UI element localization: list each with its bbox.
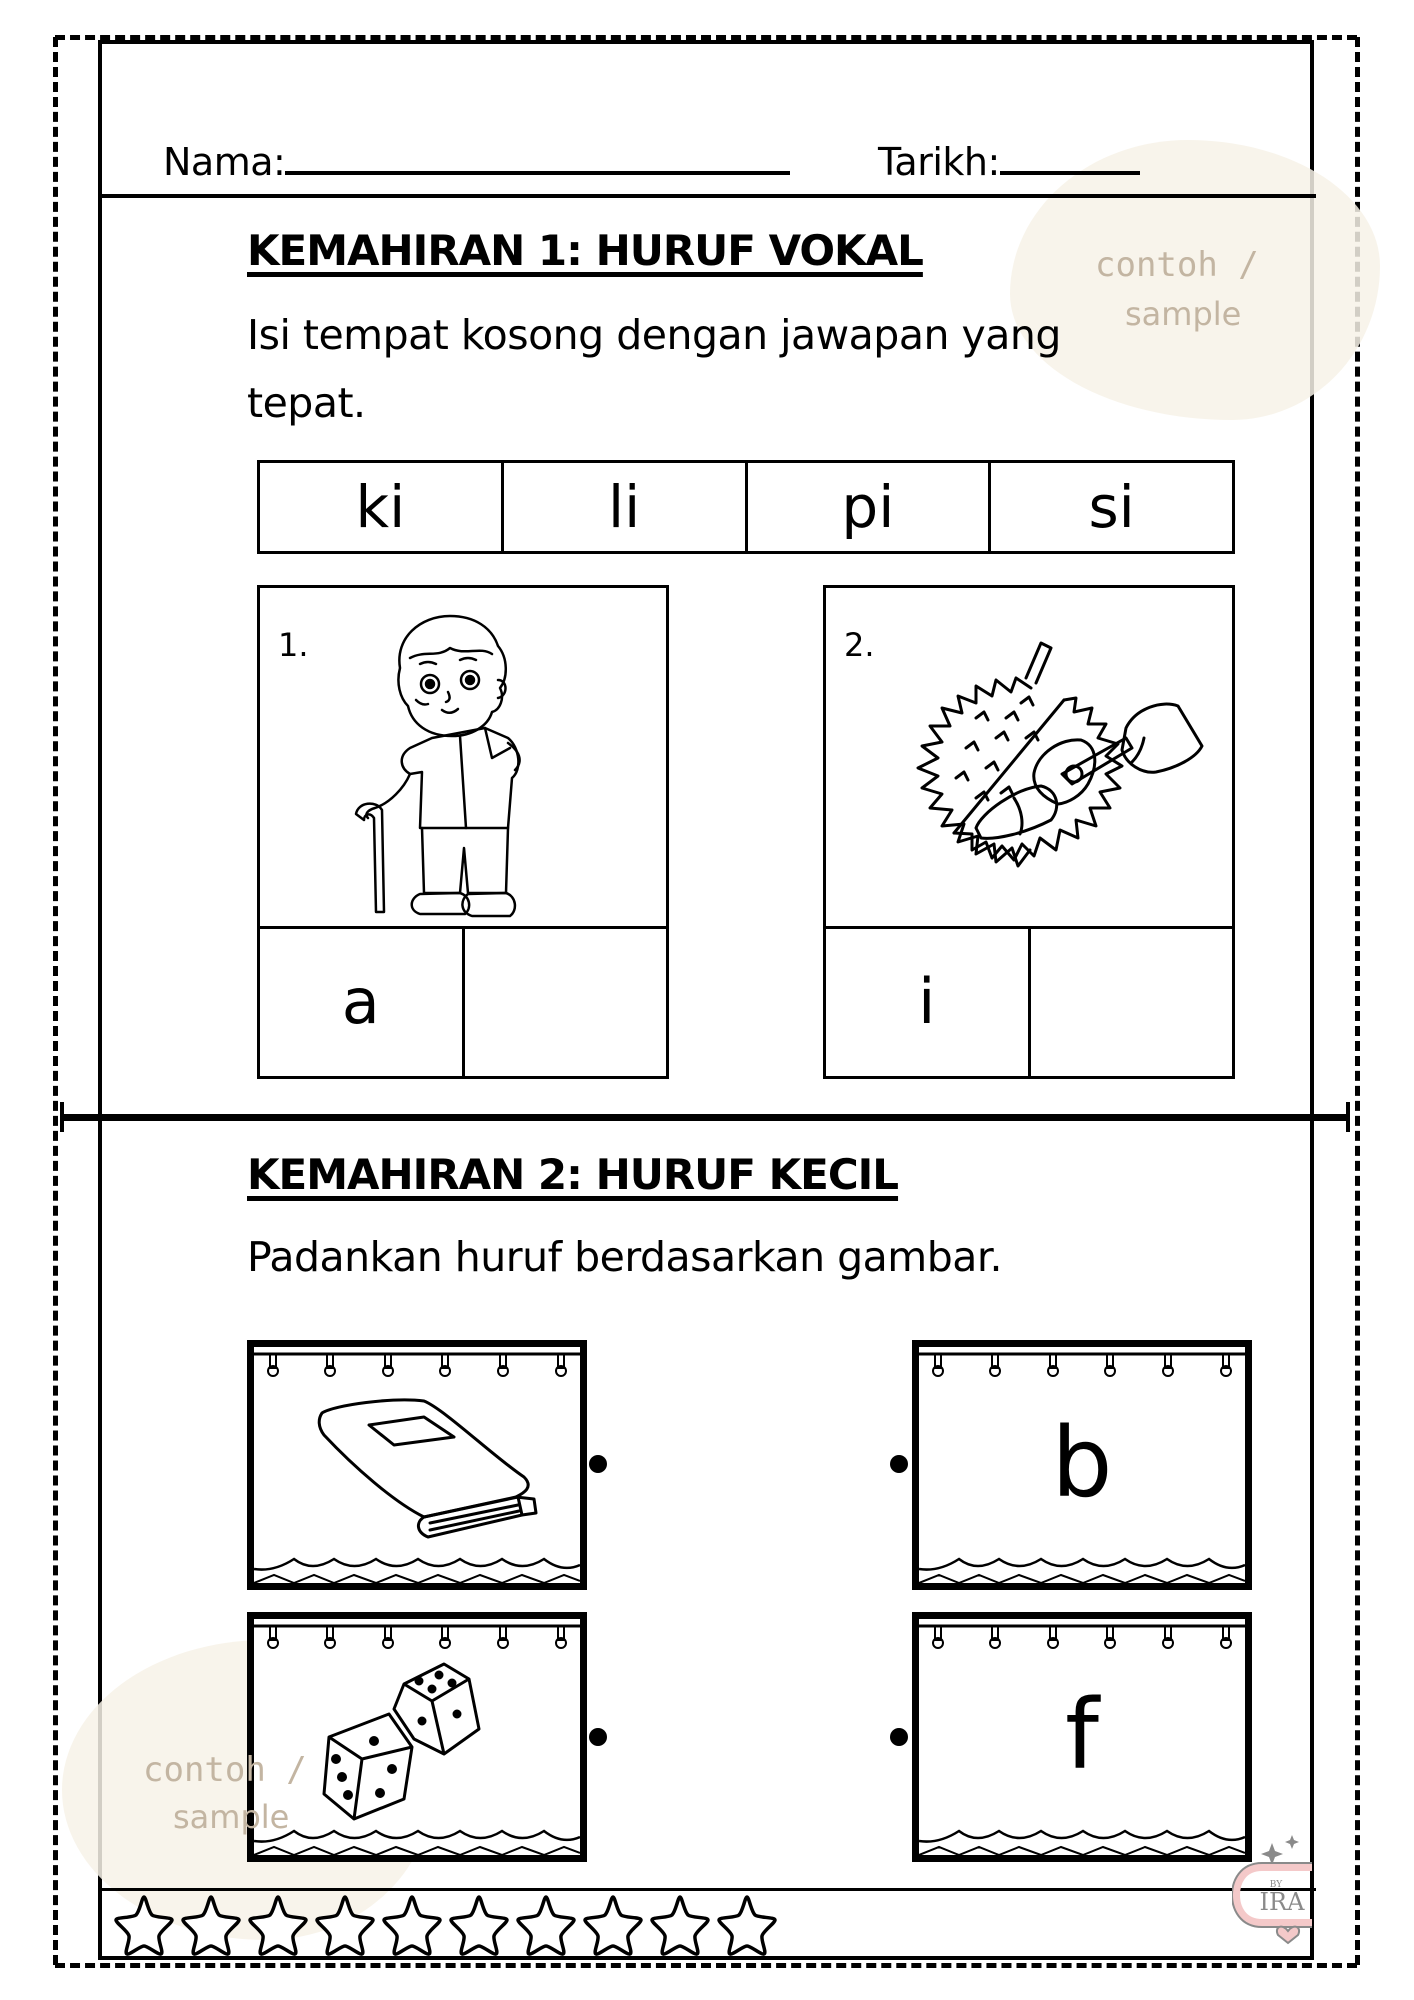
letter-card-f <box>912 1612 1252 1862</box>
outer-border-bottom <box>55 1963 1357 1968</box>
date-label: Tarikh: <box>878 140 1000 184</box>
curtain-rings <box>933 1354 1231 1376</box>
section1-instruction-line1: Isi tempat kosong dengan jawapan yang <box>247 311 1061 359</box>
star-icon[interactable] <box>380 1893 444 1957</box>
name-field[interactable] <box>163 140 790 184</box>
syllable-table <box>257 460 1235 554</box>
book-icon <box>254 1347 580 1583</box>
logo-by-text: BY <box>1269 1880 1283 1890</box>
star-icon[interactable] <box>313 1893 377 1957</box>
star-row-top-border <box>98 1888 1316 1891</box>
match-dot-right-2[interactable] <box>890 1728 908 1746</box>
star-icon[interactable] <box>648 1893 712 1957</box>
answer-given: i <box>826 926 1031 1076</box>
picture-area <box>260 588 666 929</box>
watermark-text-bottom-1: contoh / <box>143 1750 307 1790</box>
logo-name-text: IRA <box>1259 1888 1305 1916</box>
question-number: 2. <box>844 626 875 664</box>
letter: b <box>1051 1407 1113 1519</box>
watermark-text-top-1: contoh / <box>1095 245 1259 285</box>
question-box-2 <box>823 585 1235 1079</box>
syllable-cell: si <box>1088 473 1135 541</box>
divider-cap-left <box>60 1102 64 1132</box>
section1-instruction-line2: tepat. <box>247 379 366 427</box>
name-label: Nama: <box>163 140 286 184</box>
durian-icon <box>826 588 1232 923</box>
syllable-cell: li <box>504 463 748 551</box>
section2-instruction: Padankan huruf berdasarkan gambar. <box>247 1233 1002 1281</box>
question-box-1 <box>257 585 669 1079</box>
star-icon[interactable] <box>447 1893 511 1957</box>
old-man-icon <box>260 588 666 923</box>
letter-card-b <box>912 1340 1252 1590</box>
watermark-text-top-2: sample <box>1125 295 1242 333</box>
letter: f <box>1065 1679 1099 1791</box>
syllable-cell: pi <box>748 463 992 551</box>
answer-row <box>260 926 666 1076</box>
by-ira-logo <box>1232 1835 1322 1945</box>
picture-area <box>826 588 1232 929</box>
sparkle-icon <box>1261 1843 1283 1865</box>
section1-heading: KEMAHIRAN 1: HURUF VOKAL <box>247 226 923 275</box>
sparkle-icon <box>1285 1835 1299 1849</box>
match-dot-left-2[interactable] <box>589 1728 607 1746</box>
syllable-cell: ki <box>260 463 504 551</box>
dice-icon <box>254 1619 580 1855</box>
name-blank[interactable] <box>285 171 790 175</box>
answer-blank[interactable] <box>465 926 667 1076</box>
star-icon[interactable] <box>112 1893 176 1957</box>
question-number: 1. <box>278 626 309 664</box>
star-icon[interactable] <box>246 1893 310 1957</box>
star-rating <box>112 1893 779 1959</box>
star-icon[interactable] <box>715 1893 779 1957</box>
header-divider <box>98 194 1316 198</box>
answer-given: a <box>260 926 465 1076</box>
section2-heading: KEMAHIRAN 2: HURUF KECIL <box>247 1150 899 1199</box>
answer-row <box>826 926 1232 1076</box>
section-divider <box>62 1114 1347 1121</box>
watermark-text-bottom-2: sample <box>173 1798 290 1836</box>
date-blank[interactable] <box>1000 171 1140 175</box>
star-icon[interactable] <box>179 1893 243 1957</box>
divider-cap-right <box>1346 1102 1350 1132</box>
picture-card-dice <box>247 1612 587 1862</box>
curtain-rings <box>933 1626 1231 1648</box>
match-dot-right-1[interactable] <box>890 1455 908 1473</box>
heart-icon <box>1277 1927 1299 1943</box>
date-field[interactable] <box>878 140 1140 184</box>
outer-border-left <box>53 37 58 1965</box>
match-dot-left-1[interactable] <box>589 1455 607 1473</box>
picture-card-book <box>247 1340 587 1590</box>
star-icon[interactable] <box>514 1893 578 1957</box>
star-icon[interactable] <box>581 1893 645 1957</box>
answer-blank[interactable] <box>1031 926 1233 1076</box>
